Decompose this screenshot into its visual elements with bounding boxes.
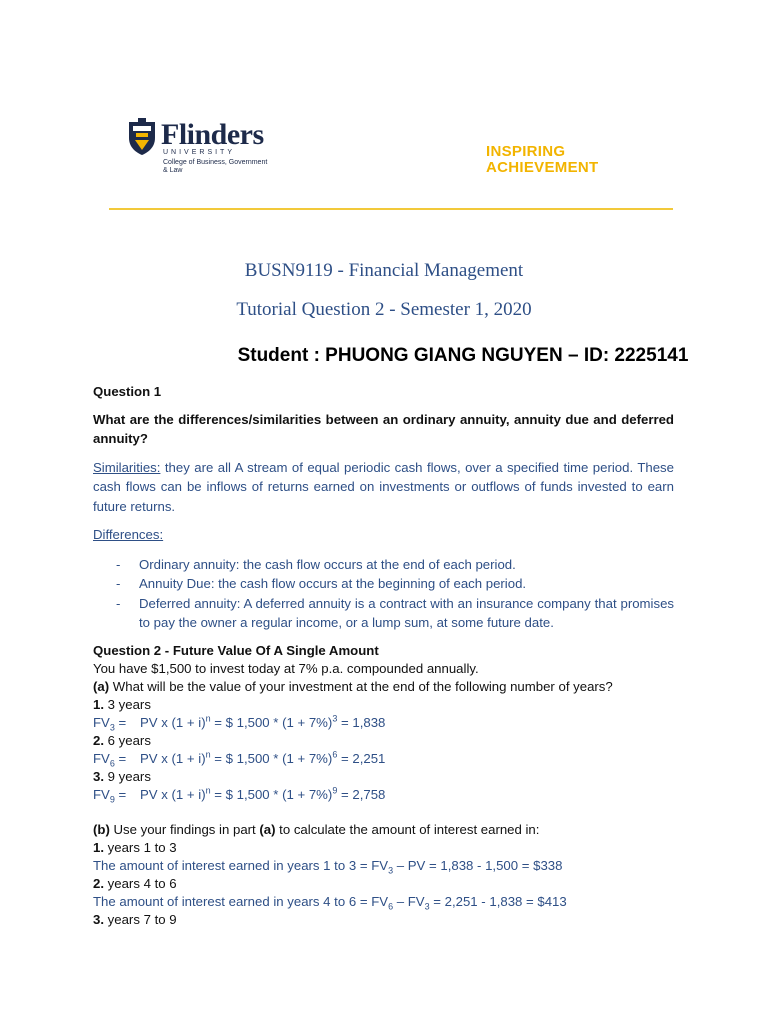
item-label: 3 years (104, 697, 151, 712)
formula-result: = 1,838 (337, 715, 386, 730)
b-answer-1 (93, 856, 693, 875)
q2-b-item-2 (93, 874, 674, 893)
tagline (486, 144, 598, 176)
tutorial-title: Tutorial Question 2 - Semester 1, 2020 (236, 299, 532, 320)
q2-item-1 (93, 695, 674, 714)
answer-subscript-2: 3 (424, 901, 430, 912)
list-item: - Ordinary annuity: the cash flow occurs at the end of each period. (116, 557, 516, 572)
similarities-paragraph (93, 458, 674, 516)
fv-label: FV (93, 715, 110, 730)
formula-result: = 2,251 (337, 751, 386, 766)
differences-label-text: Differences: (93, 527, 164, 542)
formula-mid: = $ 1,500 * (1 + 7%) (210, 787, 333, 802)
university-crest-icon (127, 118, 157, 156)
part-a-text: What will be the value of your investment at the end of the following number of years? (109, 679, 613, 694)
list-item: - Annuity Due: the cash flow occurs at the beginning of each period. (116, 576, 527, 592)
list-item-text: Annuity Due: the cash flow occurs at the beginning of each period. (139, 576, 527, 592)
fv-label: FV (93, 751, 110, 766)
q1-question: What are the differences/similarities between an ordinary annuity, annuity due and deferred annuity? (93, 412, 674, 447)
formula-exp: 6 (332, 749, 338, 760)
q2-heading: Question 2 - Future Value Of A Single Amount (93, 643, 379, 658)
logo-college: College of Business, Government & Law (163, 159, 268, 174)
fv-label: FV (93, 787, 110, 802)
formula-n: n (205, 713, 211, 724)
answer-pre: The amount of interest earned in years 4 to 6 = FV (93, 894, 389, 909)
answer-pre: The amount of interest earned in years 1 to 3 = FV (93, 858, 389, 873)
differences-label (93, 525, 674, 544)
list-item-text: Ordinary annuity: the cash flow occurs at the end of each period. (139, 557, 516, 572)
part-a-label: (a) (93, 679, 110, 694)
differences-list (116, 555, 674, 632)
part-b-text-2: to calculate the amount of interest earned in: (275, 822, 540, 837)
list-item: - Deferred annuity: A deferred annuity is a contract with an insurance company that promises to pay the owner a regular income, or a lump sum, at some future date. (116, 595, 674, 630)
q2-b-item-1 (93, 838, 674, 857)
answer-end: = 2,251 - 1,838 = $413 (429, 894, 567, 909)
q2-item-3 (93, 767, 674, 786)
item-number: 1. (93, 697, 104, 712)
fv-equals: = (118, 787, 127, 802)
formula-n: n (205, 785, 211, 796)
formula-pre: PV x (1 + i) (140, 715, 206, 730)
student-line: Student : PHUONG GIANG NGUYEN – ID: 2225141 (237, 345, 689, 366)
answer-subscript: 6 (388, 901, 394, 912)
item-number: 2. (93, 733, 104, 748)
fv-formula-3 (93, 785, 385, 804)
item-number: 1. (93, 840, 104, 855)
fv-formula-1 (93, 713, 385, 732)
fv-subscript: 9 (109, 794, 115, 805)
answer-mid: – FV (393, 894, 425, 909)
item-number: 2. (93, 876, 104, 891)
logo-subtitle: UNIVERSITY (163, 149, 236, 156)
logo-wordmark: Flinders (161, 118, 264, 151)
answer-subscript: 3 (388, 865, 394, 876)
fv-subscript: 6 (109, 758, 115, 769)
q1-heading: Question 1 (93, 384, 162, 399)
tagline-line-1: INSPIRING (486, 143, 566, 160)
fv-formula-2 (93, 749, 385, 768)
item-label: 9 years (104, 769, 151, 784)
q2-part-a (93, 677, 693, 696)
answer-mid: – PV = 1,838 - 1,500 = $338 (393, 858, 563, 873)
formula-mid: = $ 1,500 * (1 + 7%) (210, 751, 333, 766)
part-b-label: (b) (93, 822, 110, 837)
item-label: years 7 to 9 (104, 912, 177, 927)
q2-part-b (93, 820, 674, 839)
course-title: BUSN9119 - Financial Management (244, 260, 524, 281)
formula-result: = 2,758 (337, 787, 386, 802)
item-number: 3. (93, 912, 104, 927)
fv-equals: = (118, 715, 127, 730)
similarities-text: they are all A stream of equal periodic cash flows, over a specified time period. These cash flows can be inflows of returns earned on investments or outflows of funds invested to earn future returns. (93, 460, 674, 514)
item-number: 3. (93, 769, 104, 784)
formula-pre: PV x (1 + i) (140, 751, 206, 766)
tagline-line-2: ACHIEVEMENT (486, 159, 599, 176)
part-b-ref: (a) (259, 822, 276, 837)
q2-item-2 (93, 731, 674, 750)
q2-intro: You have $1,500 to invest today at 7% p.a. compounded annually. (93, 661, 479, 676)
item-label: years 4 to 6 (104, 876, 177, 891)
item-label: years 1 to 3 (104, 840, 177, 855)
b-answer-2 (93, 892, 693, 911)
fv-subscript: 3 (109, 722, 115, 733)
similarities-label: Similarities: (93, 460, 161, 475)
formula-exp: 9 (332, 785, 338, 796)
formula-pre: PV x (1 + i) (140, 787, 206, 802)
formula-mid: = $ 1,500 * (1 + 7%) (210, 715, 333, 730)
flinders-logo (127, 116, 267, 174)
q2-b-item-3 (93, 910, 674, 929)
formula-n: n (205, 749, 211, 760)
list-item-text: Deferred annuity: A deferred annuity is a contract with an insurance company that promises to pay the owner a regular income, or a lump sum, at some future date. (139, 595, 674, 630)
fv-equals: = (118, 751, 127, 766)
item-label: 6 years (104, 733, 151, 748)
header-divider (109, 208, 673, 210)
part-b-text-1: Use your findings in part (109, 822, 260, 837)
formula-exp: 3 (332, 713, 338, 724)
